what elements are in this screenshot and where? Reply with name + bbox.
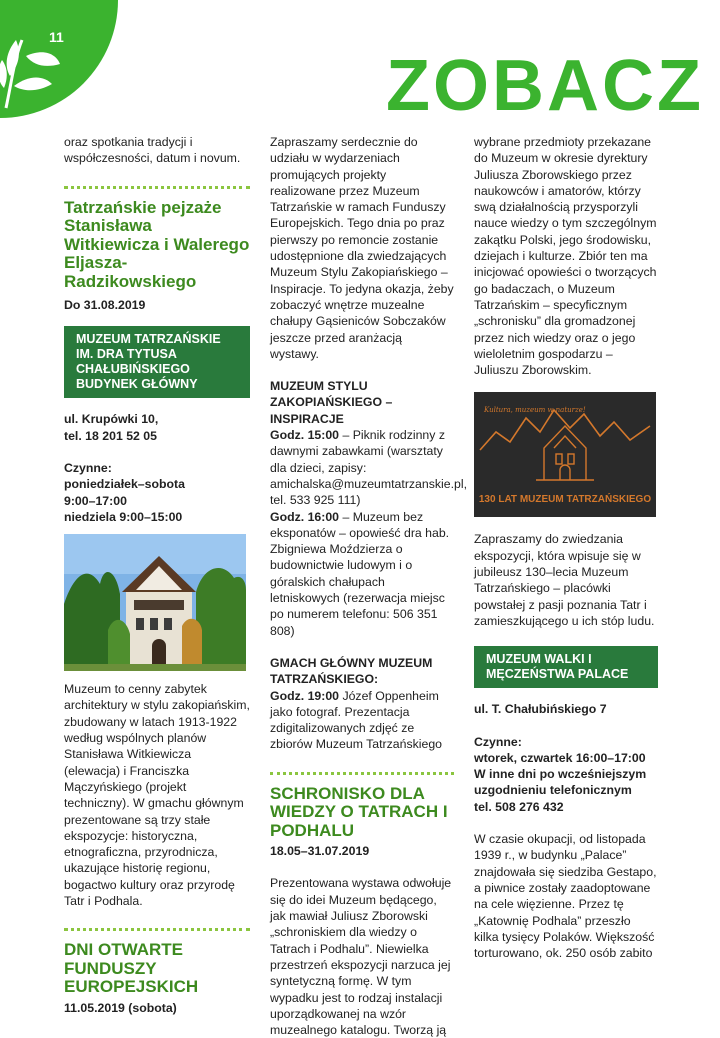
intro-text: oraz spotkania tradycji i współczesności, datum i novum. [64, 135, 241, 166]
venue-phone: tel. 508 276 432 [474, 799, 564, 814]
poster-title: 130 LAT MUZEUM TATRZAŃSKIEGO [478, 494, 652, 506]
event-item [270, 427, 468, 508]
column-right [474, 134, 658, 961]
opening-hours-days: poniedziałek–sobota [64, 477, 185, 492]
event-item [270, 509, 454, 639]
column-left [64, 134, 250, 1016]
paragraph: Prezentowana wystawa odwołuje się do idei Muzeum będącego, jak mawiał Juliusz Zborowski „schroniskiem dla wiedzy o Tatrach i Podhalu”. Niewielka przestrzeń ekspozycji narzuca jej syntetyczną formę. W tym wypadku jest to rodzaj instalacji uporządkowanej na wzór muzealnego katalogu. Tworzą ją [270, 876, 452, 1038]
opening-hours-label: Czynne: [474, 734, 522, 749]
opening-hours-sunday: niedziela 9:00–15:00 [64, 509, 183, 524]
paragraph: Zapraszamy do zwiedzania ekspozycji, która wpisuje się w jubileusz 130–lecia Muzeum Tatrzańskiego – placówki powstałej z pasji poznania Tatr i zamieszkującego u ich stóp ludu. [474, 532, 655, 628]
event-date: Do 31.08.2019 [64, 298, 146, 313]
column-middle [270, 134, 468, 1038]
opening-hours-note: W inne dni po wcześniejszym uzgodnieniu telefonicznym [474, 767, 647, 798]
event-text: – Piknik rodzinny z dawnymi zabawkami (warsztaty dla dzieci, zapisy: amichalska@muzeumtatrzanskie.pl, tel. 533 925 111) [270, 428, 468, 508]
event-date: 18.05–31.07.2019 [270, 844, 370, 859]
event-time: Godz. 15:00 [270, 428, 340, 443]
museum-description: Muzeum to cenny zabytek architektury w stylu zakopiańskim, zbudowany w latach 1913-1922 według wspólnych planów Stanisława Witkiewicza (elewacja) i Franciszka Mączyńskiego (projekt techniczny). W gmachu głównym prezentowane są trzy stałe ekspozycje: historyczna, etnograficzna, przyrodnicza, ukazujące historię regionu, bogactwo kultury oraz przyrodę Tatr i Podhala. [64, 682, 250, 909]
paragraph: W czasie okupacji, od listopada 1939 r., w budynku „Palace” znajdowała się siedziba Gestapo, a piwnice zostały zaadoptowane na cele więzienne. Przez tę „Katownię Podhala” przeszło kilka tysięcy Polaków. Większość torturowano, ok. 250 osób zabito [474, 832, 657, 961]
venue-address: ul. T. Chałubińskiego 7 [474, 702, 607, 717]
subheading: GMACH GŁÓWNY MUZEUM TATRZAŃSKIEGO: [270, 655, 433, 687]
event-text: Józef Oppenheim jako fotograf. Prezentacja zdigitalizowanych zdjęć ze zbiorów Muzeum Tatrzańskiego [270, 688, 443, 752]
dotted-divider [64, 186, 250, 189]
event-text: – Muzeum bez eksponatów – opowieść dra hab. Zbigniewa Moździerza o budownictwie ludowym i o góralskich chałupach letniskowych (rezerwacja miejsc po numerem telefonu: 506 351 808) [270, 509, 450, 638]
paragraph: Zapraszamy serdecznie do udziału w wydarzeniach promujących projekty realizowane przez Muzeum Tatrzańskie w ramach Funduszy Europejskich. Tego dnia po praz pierwszy po remoncie zostanie udostępnione dla zwiedzających Muzeum Stylu Zakopiańskiego – Inspiracje. To jedyna okazja, żeby zobaczyć wnętrze muzealne chałupy Gąsieniców Sobczaków jeszcze przed aranżacją wystawy. [270, 135, 454, 361]
venue-box: MUZEUM WALKI I MĘCZEŃSTWA PALACE [474, 646, 658, 688]
venue-phone: tel. 18 201 52 05 [64, 428, 157, 443]
opening-hours-label: Czynne: [64, 460, 112, 475]
section-title: Tatrzańskie pejzaże Stanisława Witkiewicza i Walerego Eljasza-Radzikowskiego [64, 197, 250, 291]
anniversary-poster [474, 392, 656, 517]
dotted-divider [64, 928, 250, 931]
page-number: 11 [49, 29, 64, 45]
subheading: MUZEUM STYLU ZAKOPIAŃSKIEGO – INSPIRACJE [270, 379, 393, 426]
museum-building-photo [64, 534, 246, 671]
section-title: SCHRONISKO DLA WIEDZY O TATRACH I PODHALU [270, 783, 448, 840]
poster-script: Kultura, muzeum w naturze! [484, 406, 586, 415]
page-heading: ZOBACZ [386, 46, 704, 126]
dotted-divider [270, 772, 454, 775]
venue-box: MUZEUM TATRZAŃSKIE IM. DRA TYTUSA CHAŁUBIŃSKIEGO BUDYNEK GŁÓWNY [64, 326, 250, 398]
event-time: Godz. 19:00 [270, 688, 340, 703]
leaf-logo-icon [0, 0, 118, 118]
section-title: DNI OTWARTE FUNDUSZY EUROPEJSKICH [64, 940, 199, 997]
event-time: Godz. 16:00 [270, 509, 340, 524]
opening-hours-time: 9:00–17:00 [64, 493, 127, 508]
paragraph: wybrane przedmioty przekazane do Muzeum w okresie dyrektury Juliusza Zborowskiego przez naukowców i amatorów, którzy swą działalnością przysporzyli nauce wiedzy o tym szczególnym zakątku Polski, jego środowisku, dziejach i kulturze. Zbiór ten ma inicjować opowieści o tworzących go badaczach, o Muzeum Tatrzańskim – specyficznym „schronisku” dla gromadzonej przez nich wiedzy oraz o jego wieloletnim gospodarzu – Juliuszu Zborowskim. [474, 135, 657, 378]
opening-hours-days: wtorek, czwartek 16:00–17:00 [474, 750, 646, 765]
event-date: 11.05.2019 (sobota) [64, 1000, 177, 1015]
venue-address: ul. Krupówki 10, [64, 412, 159, 427]
event-item [270, 688, 454, 753]
